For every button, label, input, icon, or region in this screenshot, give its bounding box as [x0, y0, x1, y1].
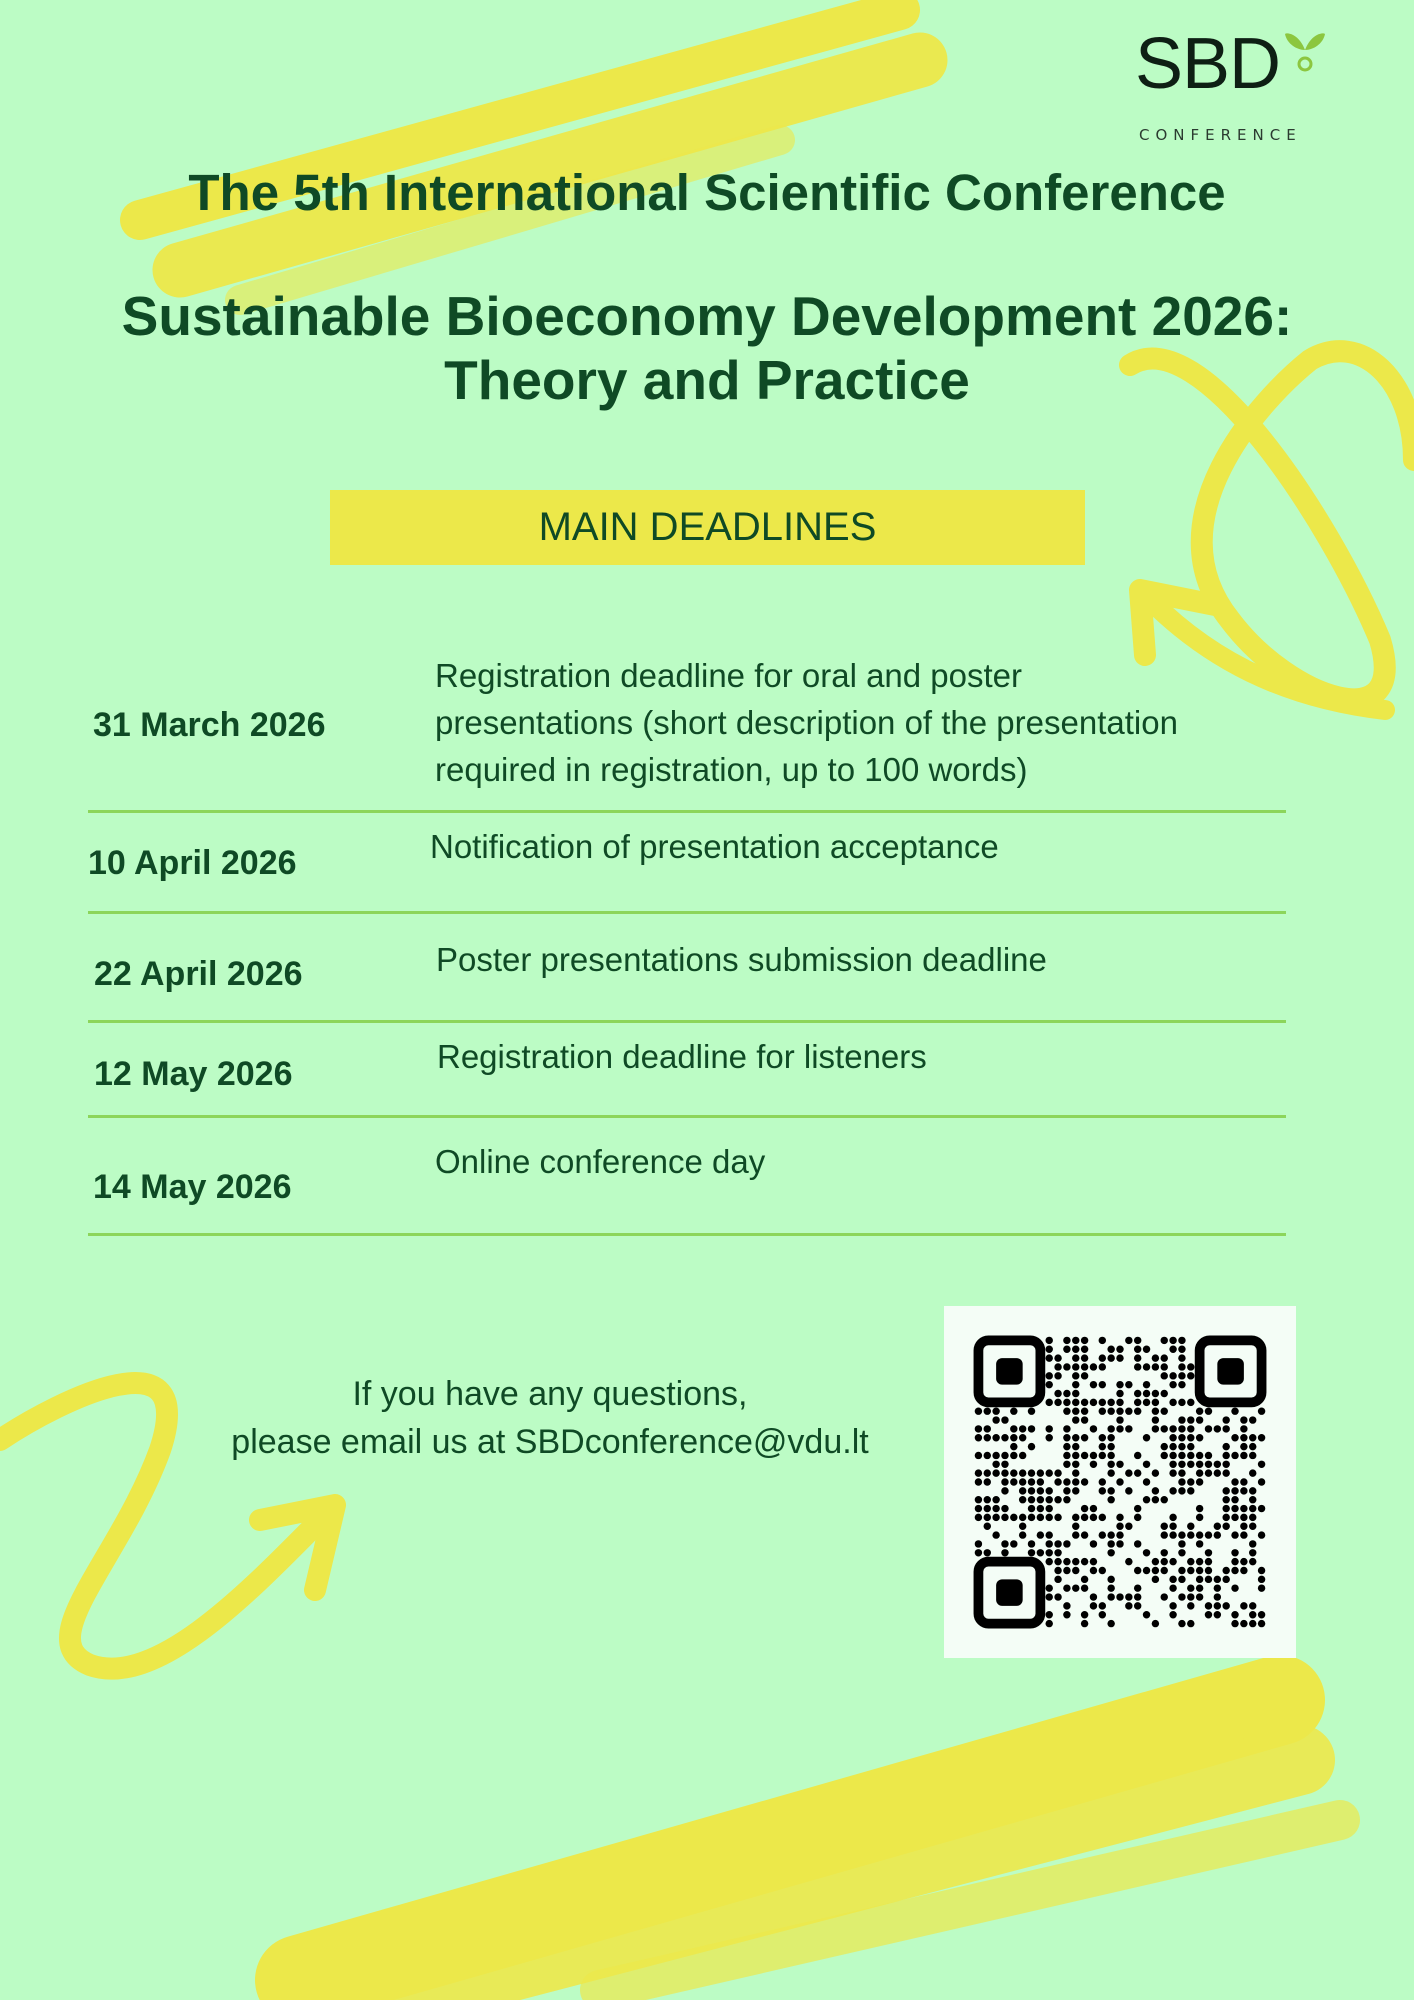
- deadline-row: [88, 1118, 1286, 1236]
- deadline-date: 31 March 2026: [93, 706, 326, 744]
- qr-code-icon: [944, 1306, 1296, 1658]
- logo-mark: SBD: [1135, 24, 1281, 104]
- deadline-description-line: Registration deadline for listeners: [437, 1038, 927, 1075]
- deadline-row: [88, 914, 1286, 1023]
- deadline-date: 12 May 2026: [94, 1055, 293, 1093]
- deadline-date: 14 May 2026: [93, 1168, 292, 1206]
- logo-subtitle: CONFERENCE: [1139, 126, 1302, 144]
- deadline-description: [435, 652, 1178, 793]
- deadline-date: 10 April 2026: [88, 844, 297, 882]
- contact-line-1: If you have any questions,: [352, 1375, 748, 1413]
- deadline-row: [88, 1023, 1286, 1118]
- sprout-icon: [1281, 24, 1329, 84]
- deadline-description: [435, 1138, 765, 1185]
- deadline-row: [88, 640, 1286, 813]
- deadline-description: [436, 936, 1047, 983]
- conference-title-line-1: Sustainable Bioeconomy Development 2026:: [121, 285, 1293, 347]
- conference-title: [0, 284, 1414, 412]
- conference-title-line-2: Theory and Practice: [444, 349, 970, 411]
- deadline-description-line: Registration deadline for oral and poster: [435, 657, 1023, 694]
- deadline-description-line: Online conference day: [435, 1143, 766, 1180]
- qr-code[interactable]: [944, 1306, 1296, 1658]
- main-deadlines-banner: MAIN DEADLINES: [330, 490, 1085, 565]
- contact-email-line[interactable]: please email us at SBDconference@vdu.lt: [231, 1423, 869, 1461]
- deadline-date: 22 April 2026: [94, 955, 303, 993]
- deadline-description: [437, 1033, 927, 1080]
- deadline-description-line: Notification of presentation acceptance: [430, 828, 999, 865]
- sbd-conference-logo: [1135, 24, 1335, 153]
- deadline-description-line: presentations (short description of the presentation: [435, 704, 1178, 741]
- deadline-row: [88, 813, 1286, 914]
- deadline-description-line: Poster presentations submission deadline: [436, 941, 1047, 978]
- contact-info: [180, 1370, 920, 1466]
- deadline-description: [430, 823, 999, 870]
- conference-edition: The 5th International Scientific Conference: [188, 164, 1226, 221]
- deadline-description-line: required in registration, up to 100 words): [435, 751, 1028, 788]
